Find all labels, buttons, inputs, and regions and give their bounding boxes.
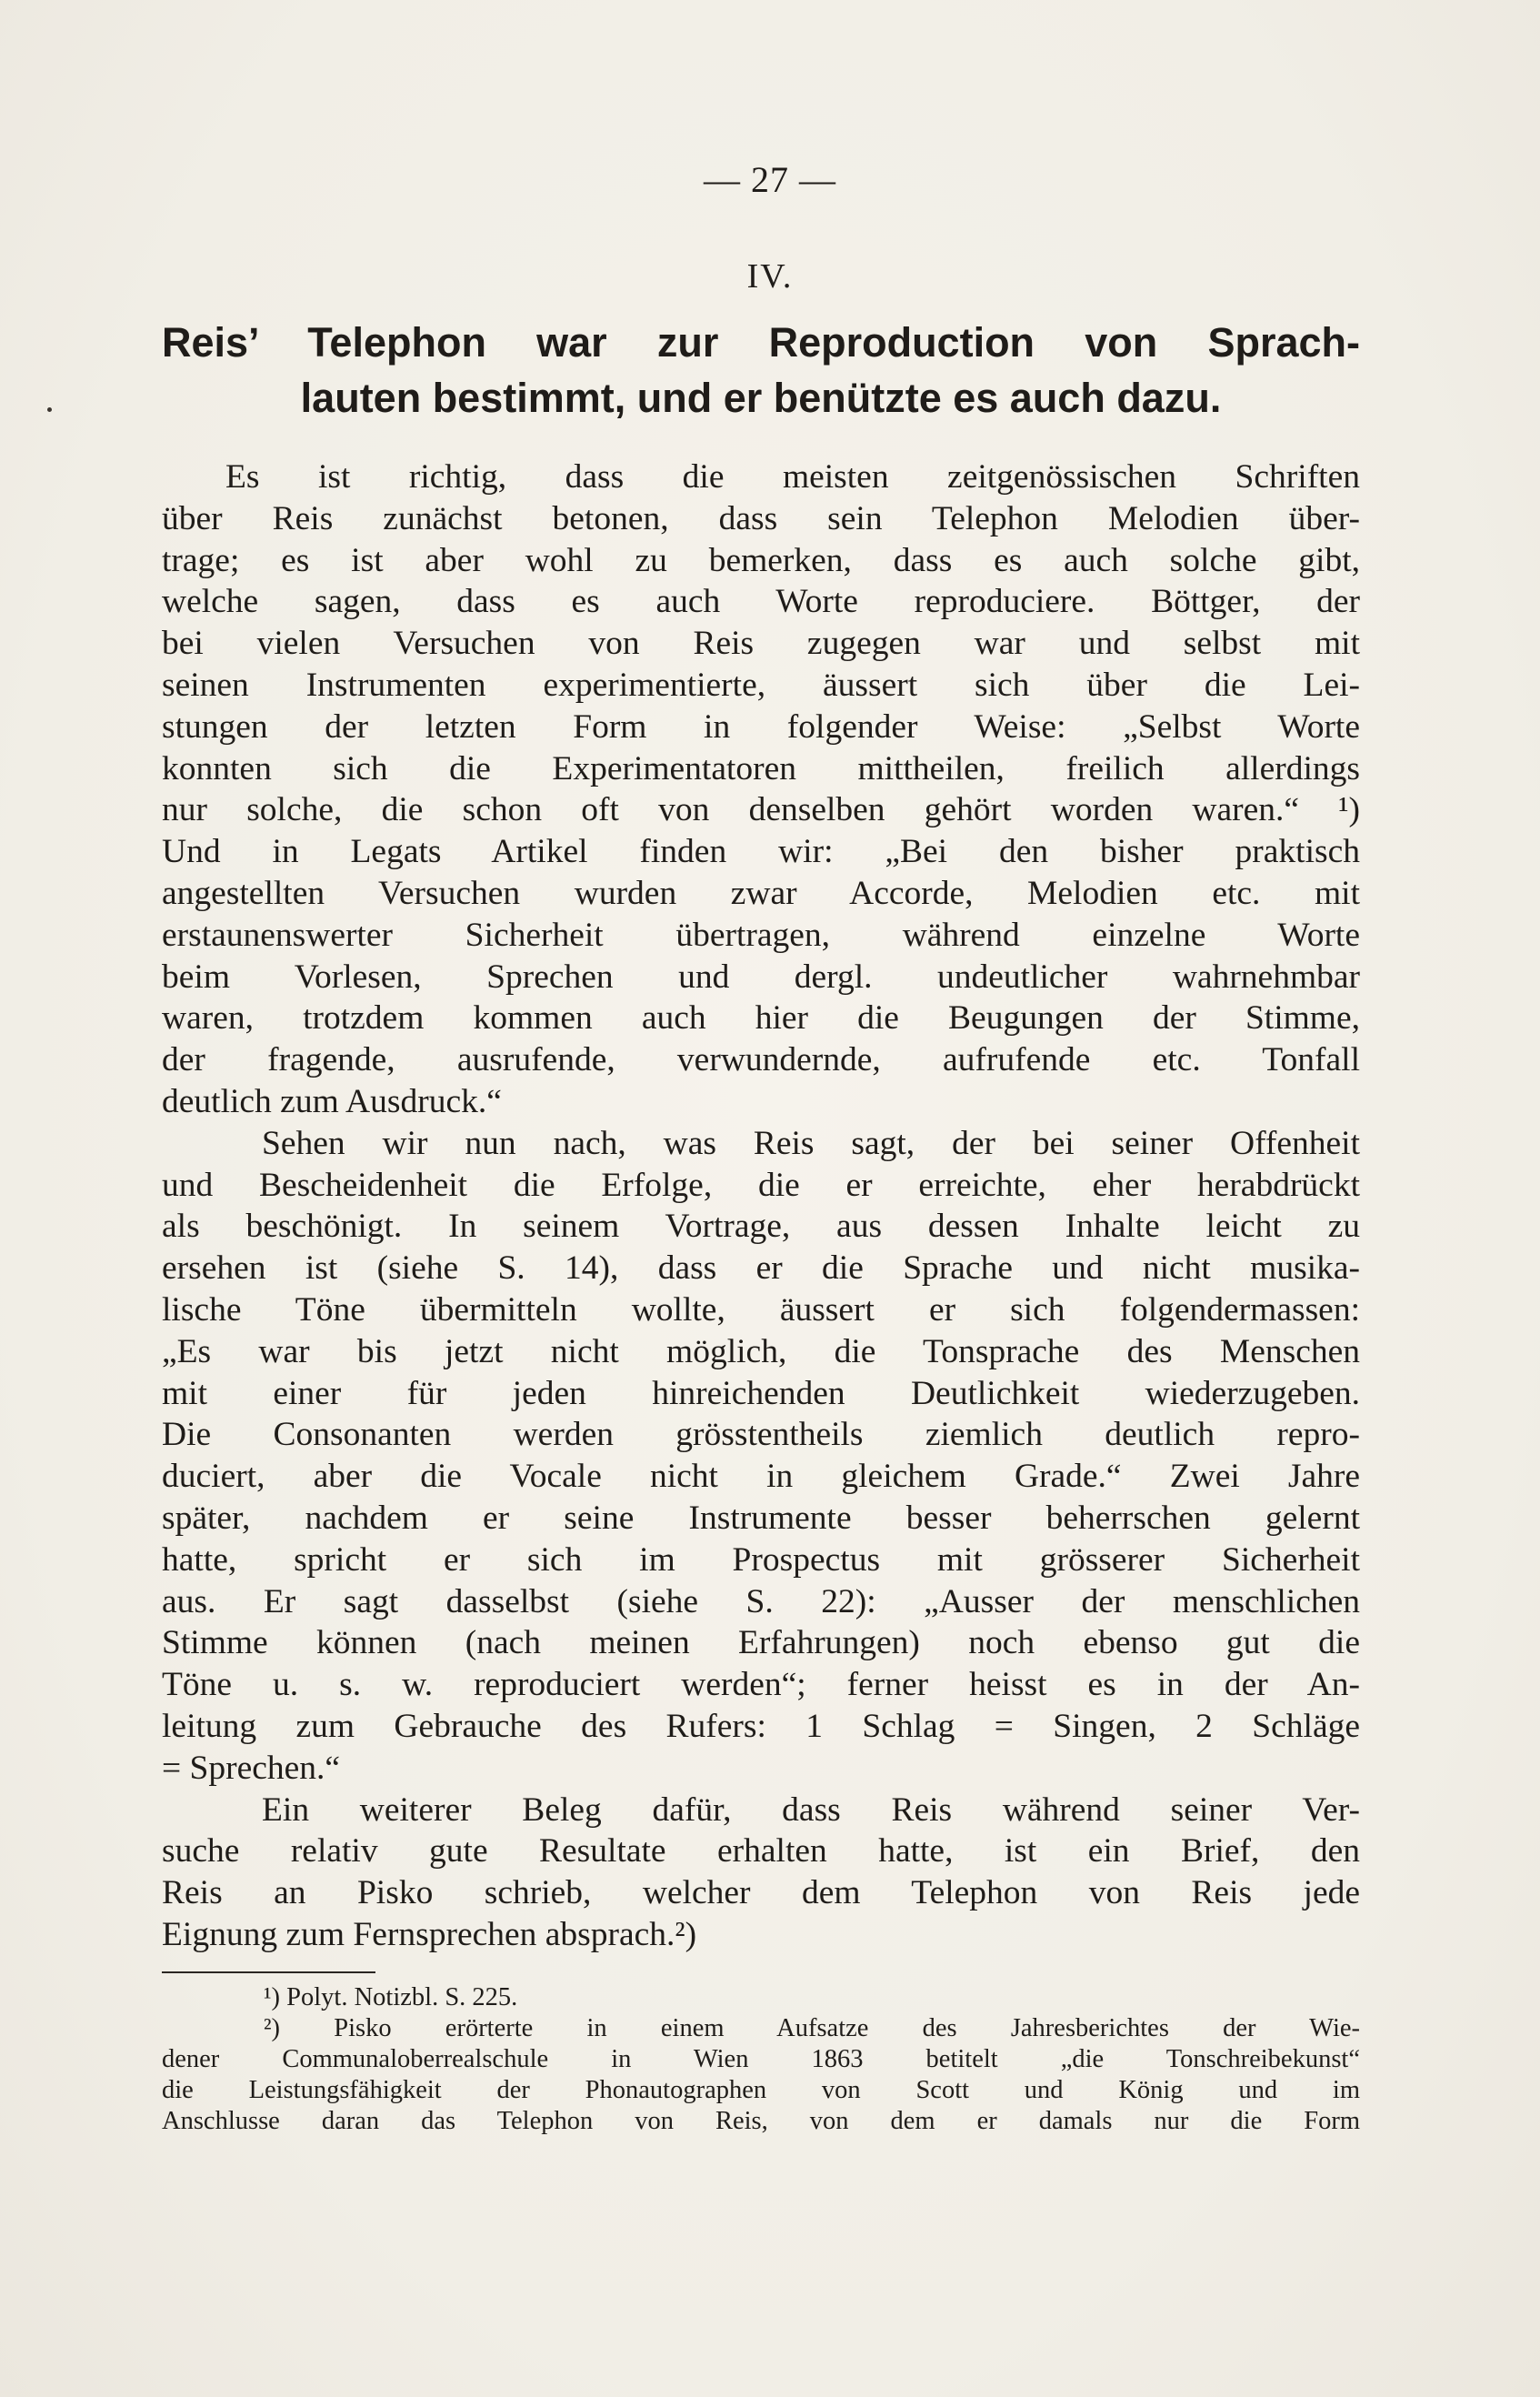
text-line: der fragende, ausrufende, verwundernde, aufrufende etc. Tonfall xyxy=(162,1041,1360,1079)
body-text xyxy=(162,456,1360,1956)
text-line: aus. Er sagt dasselbst (siehe S. 22): „Ausser der menschlichen xyxy=(162,1582,1360,1620)
text-line: ersehen ist (siehe S. 14), dass er die Sprache und nicht musika- xyxy=(162,1249,1360,1288)
text-line: Stimme können (nach meinen Erfahrungen) noch ebenso gut die xyxy=(162,1624,1360,1662)
text-line: erstaunenswerter Sicherheit übertragen, während einzelne Worte xyxy=(162,916,1360,954)
footnote-line: ¹) Polyt. Notizbl. S. 225. xyxy=(264,1983,518,2011)
text-line: leitung zum Gebrauche des Rufers: 1 Schlag = Singen, 2 Schläge xyxy=(162,1707,1360,1745)
text-line: Ein weiterer Beleg dafür, dass Reis während seiner Ver- xyxy=(262,1790,1360,1829)
text-line: stungen der letzten Form in folgender Weise: „Selbst Worte xyxy=(162,707,1360,746)
text-line: Sehen wir nun nach, was Reis sagt, der bei seiner Offenheit xyxy=(262,1124,1360,1162)
footnote-line: ²) Pisko erörterte in einem Aufsatze des Jahresberichtes der Wie- xyxy=(264,2014,1360,2042)
chapter-number: IV. xyxy=(746,257,794,296)
text-line: trage; es ist aber wohl zu bemerken, dass es auch solche gibt, xyxy=(162,541,1360,579)
text-line: mit einer für jeden hinreichenden Deutlichkeit wiederzugeben. xyxy=(162,1374,1360,1412)
text-line: als beschönigt. In seinem Vortrage, aus dessen Inhalte leicht zu xyxy=(162,1208,1360,1246)
text-line: Töne u. s. w. reproduciert werden“; ferner heisst es in der An- xyxy=(162,1666,1360,1704)
text-line: konnten sich die Experimentatoren mittheilen, freilich allerdings xyxy=(162,749,1360,787)
text-line: und Bescheidenheit die Erfolge, die er erreichte, eher herabdrückt xyxy=(162,1166,1360,1204)
text-line: waren, trotzdem kommen auch hier die Beugungen der Stimme, xyxy=(162,999,1360,1038)
text-line: duciert, aber die Vocale nicht in gleichem Grade.“ Zwei Jahre xyxy=(162,1458,1360,1496)
footnote-rule xyxy=(162,1971,375,1973)
text-line: nur solche, die schon oft von denselben gehört worden waren.“ ¹) xyxy=(162,791,1360,829)
text-line: bei vielen Versuchen von Reis zugegen war und selbst mit xyxy=(162,625,1360,663)
heading-line: lauten bestimmt, und er benützte es auch dazu. xyxy=(300,375,1222,421)
text-line: suche relativ gute Resultate erhalten hatte, ist ein Brief, den xyxy=(162,1832,1360,1870)
text-line: welche sagen, dass es auch Worte reproduciere. Böttger, der xyxy=(162,583,1360,621)
text-line: später, nachdem er seine Instrumente besser beherrschen gelernt xyxy=(162,1499,1360,1537)
section-heading xyxy=(162,315,1360,426)
text-line: beim Vorlesen, Sprechen und dergl. undeutlicher wahrnehmbar xyxy=(162,958,1360,996)
text-line: Eignung zum Fernsprechen absprach.²) xyxy=(162,1915,697,1953)
footnote-line: die Leistungsfähigkeit der Phonautographen von Scott und König und im xyxy=(162,2076,1360,2104)
page-number: — 27 — xyxy=(704,159,836,200)
text-line: Es ist richtig, dass die meisten zeitgenössischen Schriften xyxy=(225,458,1360,496)
text-line: Reis an Pisko schrieb, welcher dem Telephon von Reis jede xyxy=(162,1874,1360,1912)
text-line: Die Consonanten werden grösstentheils ziemlich deutlich repro- xyxy=(162,1416,1360,1454)
text-line: lische Töne übermitteln wollte, äussert er sich folgendermassen: xyxy=(162,1290,1360,1329)
text-line: seinen Instrumenten experimentierte, äussert sich über die Lei- xyxy=(162,666,1360,704)
text-line: „Es war bis jetzt nicht möglich, die Tonsprache des Menschen xyxy=(162,1332,1360,1370)
paper-speck xyxy=(47,407,52,412)
footnote-line: Anschlusse daran das Telephon von Reis, von dem er damals nur die Form xyxy=(162,2107,1360,2135)
footnotes xyxy=(162,1982,1360,2137)
text-line: hatte, spricht er sich im Prospectus mit grösserer Sicherheit xyxy=(162,1540,1360,1579)
text-line: Und in Legats Artikel finden wir: „Bei den bisher praktisch xyxy=(162,833,1360,871)
text-line: deutlich zum Ausdruck.“ xyxy=(162,1082,502,1120)
text-line: angestellten Versuchen wurden zwar Accorde, Melodien etc. mit xyxy=(162,874,1360,912)
text-line: = Sprechen.“ xyxy=(162,1749,341,1787)
heading-line: Reis’ Telephon war zur Reproduction von Sprach- xyxy=(162,319,1360,366)
text-line: über Reis zunächst betonen, dass sein Telephon Melodien über- xyxy=(162,499,1360,537)
footnote-line: dener Communaloberrealschule in Wien 1863 betitelt „die Tonschreibekunst“ xyxy=(162,2045,1360,2073)
